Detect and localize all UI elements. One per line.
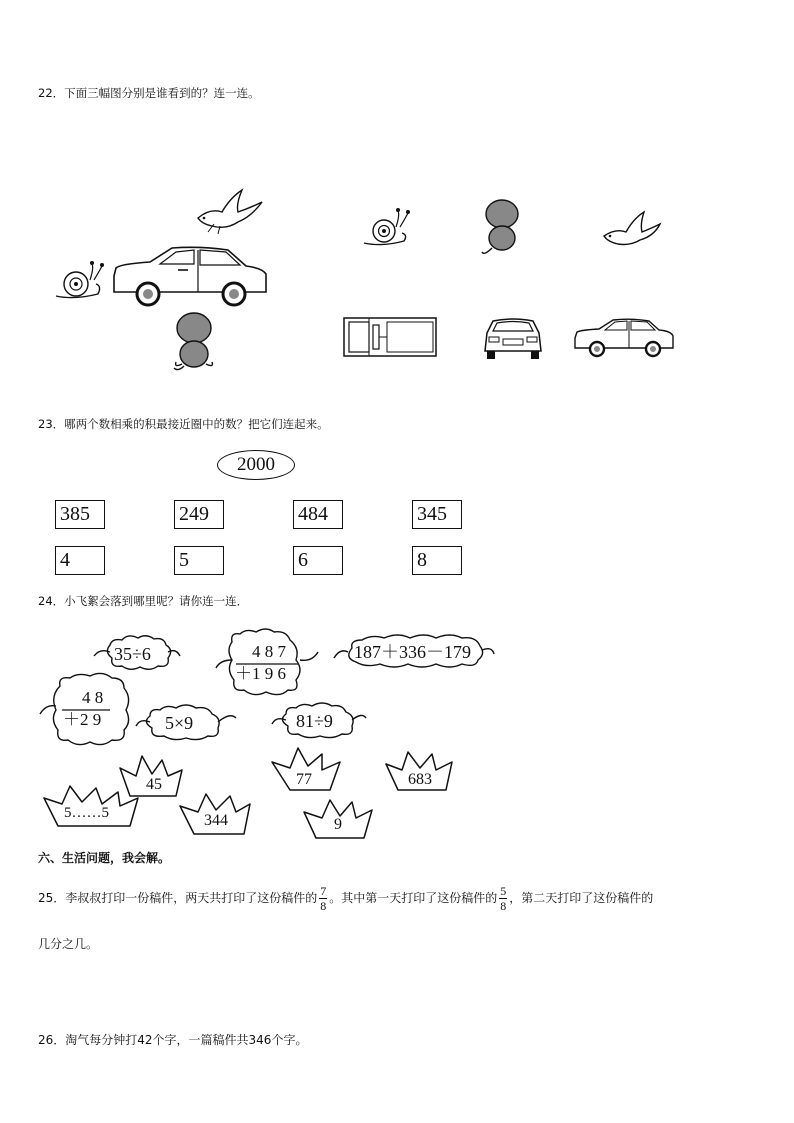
grass-344-label[interactable]: 344: [204, 812, 228, 829]
frac-numerator: 7: [320, 883, 327, 898]
number-box-6[interactable]: 6: [293, 546, 343, 575]
target-number-circle: 2000: [217, 450, 295, 480]
number-box-345[interactable]: 345: [412, 500, 462, 529]
grass-9-label[interactable]: 9: [334, 816, 342, 833]
frac-denominator: 8: [500, 898, 507, 913]
q25-fraction-7-8: [319, 884, 327, 913]
number-box-4[interactable]: 4: [55, 546, 105, 575]
number-box-249[interactable]: 249: [174, 500, 224, 529]
number-box-8[interactable]: 8: [412, 546, 462, 575]
cloud-4-top: 4 8: [82, 688, 104, 707]
q26-title: 26．淘气每分钟打42个字，一篇稿件共346个字。: [38, 1033, 308, 1047]
q25-line2: 几分之几。: [38, 937, 99, 951]
cloud-5-expr[interactable]: 5×9: [165, 713, 194, 733]
q25-text-2: 。其中第一天打印了这份稿件的: [329, 891, 498, 905]
q22-title: 22．下面三幅图分别是谁看到的？连一连。: [38, 86, 260, 100]
cloud-1-expr[interactable]: 35÷6: [114, 644, 151, 664]
number-box-385[interactable]: 385: [55, 500, 105, 529]
q24-title: 24．小飞絮会落到哪里呢？请你连一连．: [38, 594, 249, 608]
q25-line1: [38, 882, 653, 914]
cloud-3-expr[interactable]: 187＋336－179: [354, 642, 471, 662]
grass-5-5-label[interactable]: 5……5: [64, 805, 109, 821]
number-box-484[interactable]: 484: [293, 500, 343, 529]
q25-text-3: ，第二天打印了这份稿件的: [509, 891, 654, 905]
cloud-4-bottom: ＋2 9: [63, 710, 102, 729]
q25-fraction-5-8: [499, 884, 507, 913]
cloud-6-expr[interactable]: 81÷9: [296, 711, 333, 731]
q25-text-1: 25．李叔叔打印一份稿件，两天共打印了这份稿件的: [38, 891, 318, 905]
number-box-5[interactable]: 5: [174, 546, 224, 575]
section-6-title: 六、生活问题，我会解。: [38, 851, 171, 865]
grass-45-label[interactable]: 45: [146, 776, 162, 793]
frac-denominator: 8: [320, 898, 327, 913]
fluff-cloud-4: [53, 673, 128, 744]
grass-77-label[interactable]: 77: [296, 771, 312, 788]
frac-numerator: 5: [500, 883, 507, 898]
q23-title: 23．哪两个数相乘的积最接近圈中的数？把它们连起来。: [38, 417, 329, 431]
grass-683-label[interactable]: 683: [408, 771, 432, 788]
cloud-2-top: 4 8 7: [252, 642, 286, 661]
cloud-2-bottom: ＋1 9 6: [235, 664, 286, 683]
